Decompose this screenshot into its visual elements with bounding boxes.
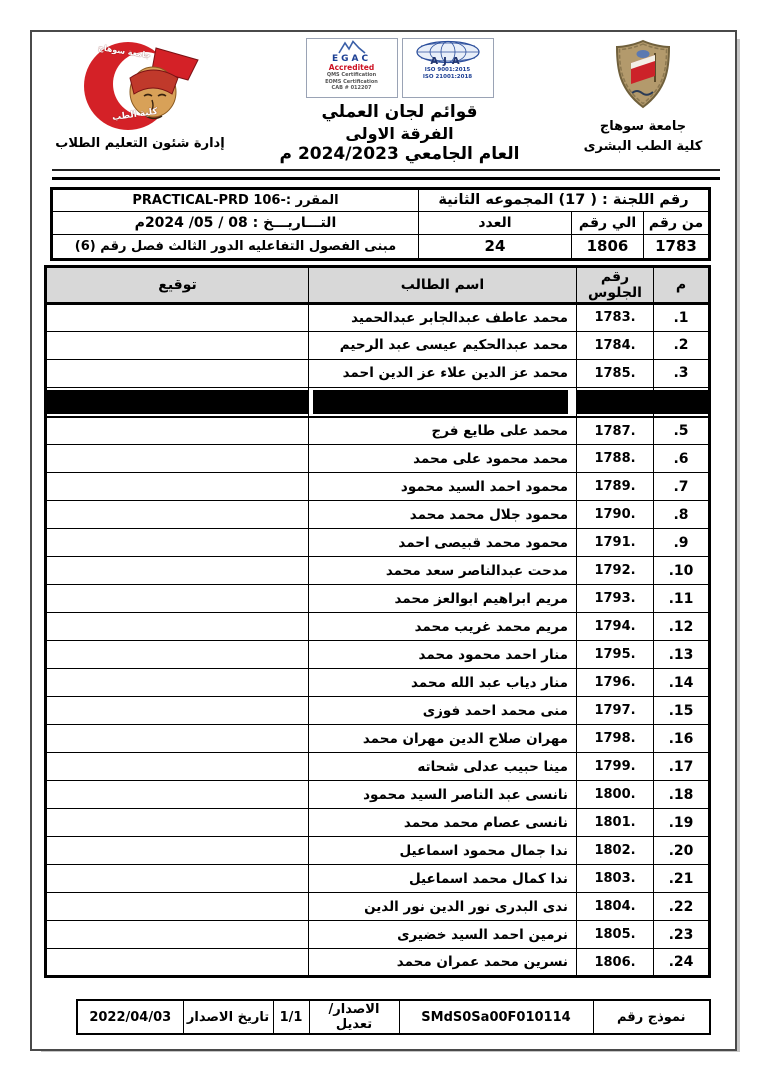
egac-accreditation-logo [306, 38, 398, 98]
table-row [46, 921, 710, 949]
signature-column-header: توقيع [46, 266, 309, 303]
signature-cell [46, 697, 309, 725]
student-name: مينا حبيب عدلى شحاته [309, 753, 577, 781]
faculty-name: كلية الطب البشرى [583, 139, 703, 155]
signature-cell [46, 417, 309, 445]
form-footer-row [77, 1000, 710, 1034]
university-name: جامعة سوهاج [599, 119, 687, 134]
range-values-row [51, 234, 709, 259]
aja-iso-line: ISO 21001:2018 [422, 74, 473, 81]
count-label-cell: العدد [418, 211, 571, 234]
form-code-cell: SMdS0Sa00F010114 [399, 1000, 593, 1034]
signature-cell [46, 473, 309, 501]
table-row [46, 753, 710, 781]
egac-accredited-label: Accredited [328, 63, 375, 72]
table-row [46, 501, 710, 529]
document-header [32, 32, 735, 166]
range-labels-row [51, 211, 709, 234]
location-cell: مبنى الفصول التفاعليه الدور الثالث فصل رقم (6) [51, 234, 418, 259]
row-index: 12. [654, 613, 710, 641]
student-name: نانسى عبد الناصر السيد محمود [309, 781, 577, 809]
seat-number: 1795. [577, 641, 654, 669]
table-row [46, 473, 710, 501]
version-label-cell: الاصدار/تعديل [309, 1000, 399, 1034]
committee-row [51, 188, 709, 211]
table-row [46, 641, 710, 669]
signature-cell [46, 921, 309, 949]
table-row [46, 557, 710, 585]
student-name: محمد عبدالحكيم عيسى عبد الرحيم [309, 331, 577, 359]
row-index: 3. [654, 359, 710, 387]
signature-cell [46, 669, 309, 697]
signature-cell [46, 809, 309, 837]
row-index: 21. [654, 865, 710, 893]
table-row [46, 359, 710, 387]
row-index: 7. [654, 473, 710, 501]
student-name: مهران صلاح الدين مهران محمد [309, 725, 577, 753]
issue-date-value-cell: 2022/04/03 [77, 1000, 183, 1034]
issue-date-label-cell: تاريخ الاصدار [183, 1000, 273, 1034]
seat-number: 1794. [577, 613, 654, 641]
university-header-block [559, 38, 727, 166]
egac-cert-line: CAB # 012207 [331, 84, 372, 91]
crescent-top-text: جامعة سوهاج [97, 42, 152, 61]
crescent-bottom-text: كلية الطب [111, 106, 159, 124]
seat-number: 1783. [577, 303, 654, 331]
table-row [46, 613, 710, 641]
row-index: 19. [654, 809, 710, 837]
seat-column-header: رقم الجلوس [577, 266, 654, 303]
student-name: نرمين احمد السيد خضيرى [309, 921, 577, 949]
department-name: إدارة شئون التعليم الطلاب [55, 136, 225, 151]
table-row [46, 837, 710, 865]
row-index: 18. [654, 781, 710, 809]
row-index: 11. [654, 585, 710, 613]
name-column-header: اسم الطالب [309, 266, 577, 303]
egac-cert-line: EOMS Certification [325, 78, 378, 85]
table-row-redacted [46, 387, 710, 417]
version-value-cell: 1/1 [273, 1000, 309, 1034]
signature-cell [46, 557, 309, 585]
seat-number: 1804. [577, 893, 654, 921]
redaction-bar [577, 390, 653, 414]
date-cell: التـــاريـــخ : 08 / 05/ 2024م [51, 211, 418, 234]
student-name: محمود جلال محمد محمد [309, 501, 577, 529]
egac-name: EGAC [331, 54, 372, 64]
seat-number: 1785. [577, 359, 654, 387]
aja-accreditation-logo [402, 38, 494, 98]
committee-info-table [50, 187, 711, 261]
seat-number: 1802. [577, 837, 654, 865]
row-index: 9. [654, 529, 710, 557]
row-index: 13. [654, 641, 710, 669]
signature-cell [46, 445, 309, 473]
student-name: محمد عز الدين علاء عز الدين احمد [309, 359, 577, 387]
student-name: ندى البدرى نور الدين نور الدين [309, 893, 577, 921]
academic-year-line: العام الجامعي 2024/2023 م [279, 144, 520, 165]
signature-cell [46, 753, 309, 781]
student-name: ندا جمال محمود اسماعيل [309, 837, 577, 865]
row-index: 1. [654, 303, 710, 331]
seat-number: 1787. [577, 417, 654, 445]
seat-number: 1798. [577, 725, 654, 753]
signature-cell [46, 331, 309, 359]
count-value-cell: 24 [418, 234, 571, 259]
from-label-cell: من رقم [644, 211, 710, 234]
student-name: مدحت عبدالناصر سعد محمد [309, 557, 577, 585]
table-row [46, 865, 710, 893]
table-row [46, 781, 710, 809]
form-footer-table [76, 999, 711, 1035]
signature-cell [46, 893, 309, 921]
signature-cell [46, 725, 309, 753]
index-column-header: م [654, 266, 710, 303]
signature-cell [46, 837, 309, 865]
signature-cell [46, 613, 309, 641]
student-list-table [44, 265, 711, 979]
seat-number: 1806. [577, 949, 654, 977]
document-subtitle-year-group: الفرقة الاولى [345, 123, 454, 143]
student-name: محمد على طايع فرج [309, 417, 577, 445]
table-row [46, 417, 710, 445]
egac-mountain-icon [337, 40, 367, 55]
signature-cell [46, 949, 309, 977]
seat-number: 1803. [577, 865, 654, 893]
table-row [46, 303, 710, 331]
table-row [46, 331, 710, 359]
seat-number: 1791. [577, 529, 654, 557]
student-name: منار احمد محمود محمد [309, 641, 577, 669]
student-name: نانسى عصام محمد محمد [309, 809, 577, 837]
row-index: 23. [654, 921, 710, 949]
table-row [46, 697, 710, 725]
seat-number: 1801. [577, 809, 654, 837]
row-index: 5. [654, 417, 710, 445]
row-index: 22. [654, 893, 710, 921]
accreditation-logos [240, 38, 559, 98]
seat-number: 1799. [577, 753, 654, 781]
to-label-cell: الي رقم [572, 211, 644, 234]
committee-number-cell: رقم اللجنة : ( 17) المجموعه الثانية [418, 188, 709, 211]
redaction-bar [313, 390, 568, 414]
aja-name: AJA [430, 56, 465, 67]
seat-number: 1792. [577, 557, 654, 585]
aja-iso-line: ISO 9001:2015 [424, 67, 471, 73]
college-crescent-logo [60, 38, 220, 134]
table-row [46, 949, 710, 977]
seat-number: 1784. [577, 331, 654, 359]
row-index: 10. [654, 557, 710, 585]
student-name: محمد عاطف عبدالجابر عبدالحميد [309, 303, 577, 331]
university-shield-logo [612, 38, 674, 112]
department-header-block [40, 38, 240, 166]
row-index: 8. [654, 501, 710, 529]
signature-cell [46, 585, 309, 613]
document-page [30, 30, 737, 1051]
header-divider-rule [52, 169, 720, 180]
student-name: منى محمد احمد فوزى [309, 697, 577, 725]
table-row [46, 725, 710, 753]
signature-cell [46, 781, 309, 809]
student-name: نسرين محمد عمران محمد [309, 949, 577, 977]
student-name [309, 387, 577, 417]
title-block [240, 38, 559, 166]
seat-number: 1789. [577, 473, 654, 501]
row-index [654, 387, 710, 417]
signature-cell [46, 387, 309, 417]
row-index: 2. [654, 331, 710, 359]
student-name: محمود احمد السيد محمود [309, 473, 577, 501]
seat-number [577, 387, 654, 417]
student-table-body [46, 303, 710, 977]
student-name: ندا كمال محمد اسماعيل [309, 865, 577, 893]
seat-number: 1788. [577, 445, 654, 473]
seat-number: 1800. [577, 781, 654, 809]
row-index: 15. [654, 697, 710, 725]
seat-number: 1790. [577, 501, 654, 529]
signature-cell [46, 641, 309, 669]
egac-cert-line: QMS Certification [326, 72, 377, 79]
row-index: 24. [654, 949, 710, 977]
from-value-cell: 1783 [644, 234, 710, 259]
signature-cell [46, 865, 309, 893]
redaction-bar [47, 390, 308, 414]
student-name: محمود محمد قبيصى احمد [309, 529, 577, 557]
row-index: 14. [654, 669, 710, 697]
document-title: قوائم لجان العملي [321, 102, 478, 122]
table-row [46, 669, 710, 697]
seat-number: 1805. [577, 921, 654, 949]
signature-cell [46, 303, 309, 331]
student-table-header-row [46, 266, 710, 303]
student-name: مريم محمد غريب محمد [309, 613, 577, 641]
table-row [46, 585, 710, 613]
table-row [46, 893, 710, 921]
table-row [46, 529, 710, 557]
row-index: 17. [654, 753, 710, 781]
seat-number: 1796. [577, 669, 654, 697]
row-index: 16. [654, 725, 710, 753]
to-value-cell: 1806 [572, 234, 644, 259]
table-row [46, 445, 710, 473]
student-name: محمد محمود على محمد [309, 445, 577, 473]
row-index: 6. [654, 445, 710, 473]
seat-number: 1793. [577, 585, 654, 613]
redaction-bar [654, 390, 708, 414]
student-name: مريم ابراهيم ابوالعز محمد [309, 585, 577, 613]
table-row [46, 809, 710, 837]
student-name: منار دياب عبد الله محمد [309, 669, 577, 697]
signature-cell [46, 501, 309, 529]
signature-cell [46, 359, 309, 387]
form-number-label-cell: نموذج رقم [593, 1000, 710, 1034]
signature-cell [46, 529, 309, 557]
row-index: 20. [654, 837, 710, 865]
seat-number: 1797. [577, 697, 654, 725]
course-cell: المقرر :-PRACTICAL-PRD 106 [51, 188, 418, 211]
